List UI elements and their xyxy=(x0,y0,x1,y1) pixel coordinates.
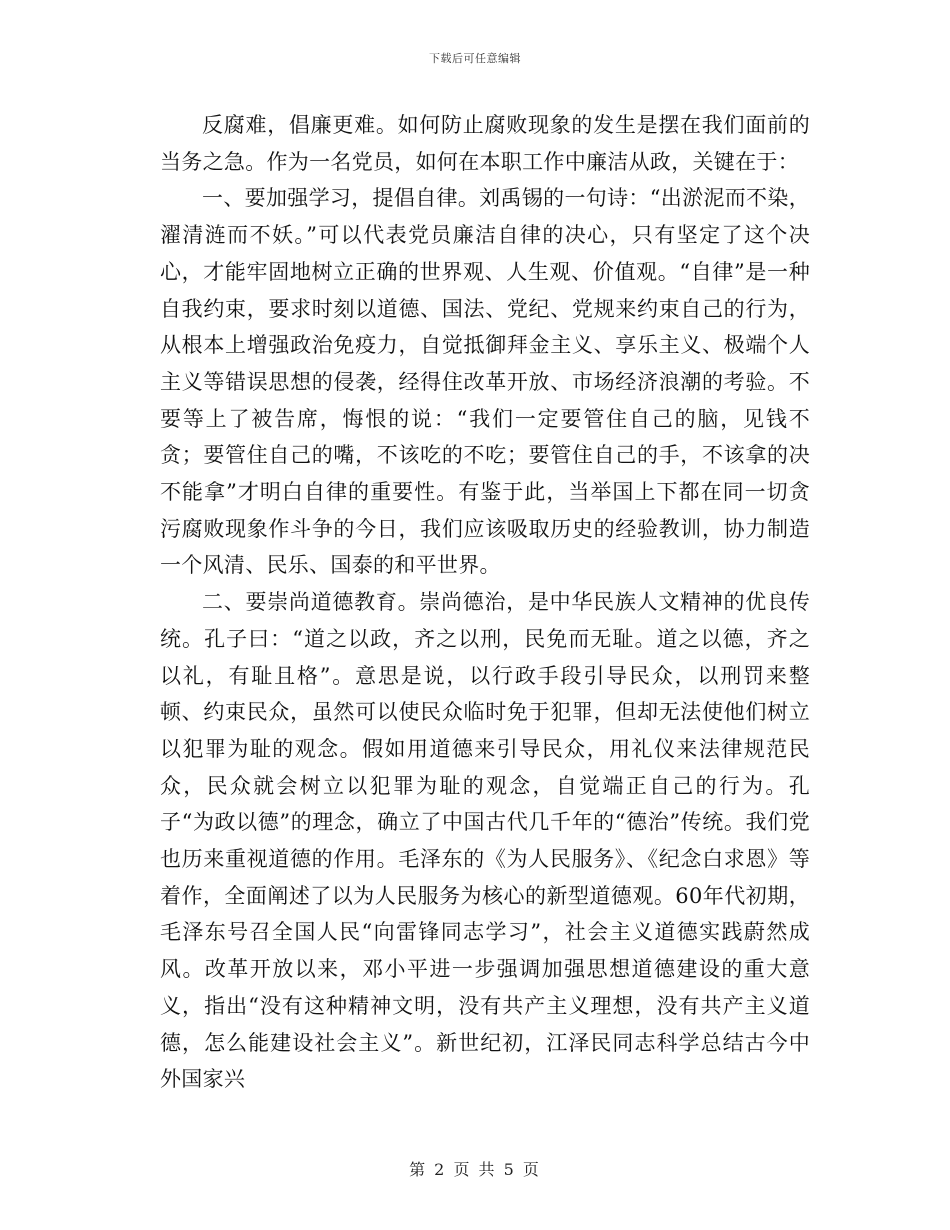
paragraph-self-discipline: 一、要加强学习，提倡自律。刘禹锡的一句诗：“出淤泥而不染，濯清涟而不妖。”可以代表党员廉洁自律的决心，只有坚定了这个决心，才能牢固地树立正确的世界观、人生观、价值观。“自律”是一种自我约束，要求时刻以道德、国法、党纪、党规来约束自己的行为，从根本上增强政治免疫力，自觉抵御拜金主义、享乐主义、极端个人主义等错误思想的侵袭，经得住改革开放、市场经济浪潮的考验。不要等上了被告席，悔恨的说：“我们一定要管住自己的脑，见钱不贪；要管住自己的嘴，不该吃的不吃；要管住自己的手，不该拿的决不能拿”才明白自律的重要性。有鉴于此，当举国上下都在同一切贪污腐败现象作斗争的今日，我们应该吸取历史的经验教训，协力制造一个风清、民乐、国泰的和平世界。 xyxy=(160,186,810,578)
page-header-note: 下载后可任意编辑 xyxy=(429,52,521,65)
page-number: 第 2 页 共 5 页 xyxy=(409,1160,541,1179)
document-body xyxy=(160,107,810,1098)
paragraph-intro: 反腐难，倡廉更难。如何防止腐败现象的发生是摆在我们面前的当务之急。作为一名党员，如何在本职工作中廉洁从政，关键在于： xyxy=(160,113,810,174)
paragraph-moral-education: 二、要崇尚道德教育。崇尚德治，是中华民族人文精神的优良传统。孔子曰：“道之以政，齐之以刑，民免而无耻。道之以德，齐之以礼，有耻且格”。意思是说，以行政手段引导民众，以刑罚来整顿、约束民众，虽然可以使民众临时免于犯罪，但却无法使他们树立以犯罪为耻的观念。假如用道德来引导民众，用礼仪来法律规范民众，民众就会树立以犯罪为耻的观念，自觉端正自己的行为。孔子“为政以德”的理念，确立了中国古代几千年的“德治”传统。我们党也历来重视道德的作用。毛泽东的《为人民服务》、《纪念白求恩》等着作，全面阐述了以为人民服务为核心的新型道德观。60年代初期，毛泽东号召全国人民“向雷锋同志学习”，社会主义道德实践蔚然成风。改革开放以来，邓小平进一步强调加强思想道德建设的重大意义，指出“没有这种精神文明，没有共产主义理想，没有共产主义道德，怎么能建设社会主义”。新世纪初，江泽民同志科学总结古今中外国家兴 xyxy=(160,590,810,1092)
